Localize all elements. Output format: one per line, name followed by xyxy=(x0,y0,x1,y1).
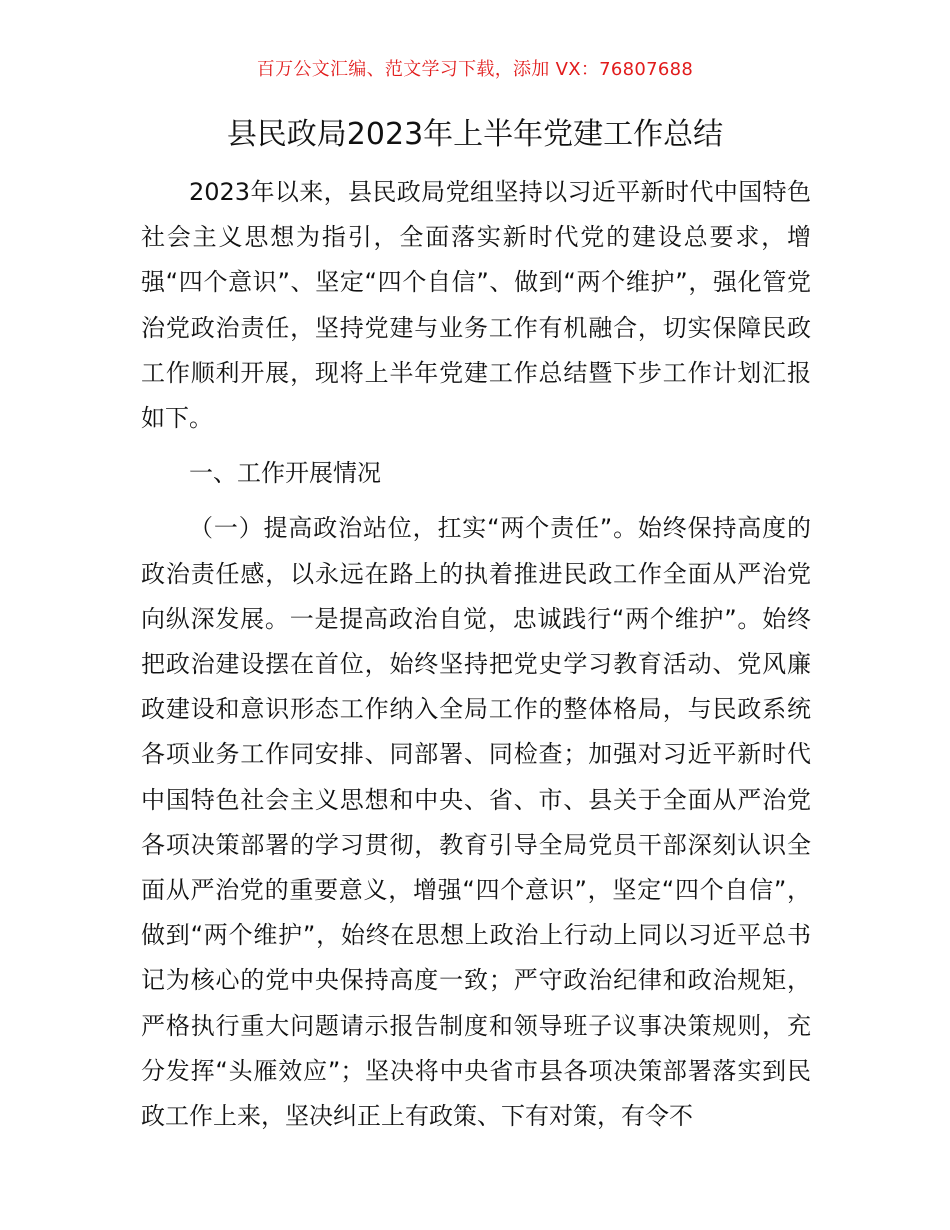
section-paragraph: （一）提高政治站位，扛实“两个责任”。始终保持高度的政治责任感，以永远在路上的执着推进民政工作全面从严治党向纵深发展。一是提高政治自觉，忠诚践行“两个维护”。始终把政治建设摆在首位，始终坚持把党史学习教育活动、党风廉政建设和意识形态工作纳入全局工作的整体格局，与民政系统各项业务工作同安排、同部署、同检查；加强对习近平新时代中国特色社会主义思想和中央、省、市、县关于全面从严治党各项决策部署的学习贯彻，教育引导全局党员干部深刻认识全面从严治党的重要意义，增强“四个意识”，坚定“四个自信”，做到“两个维护”，始终在思想上政治上行动上同以习近平总书记为核心的党中央保持高度一致；严守政治纪律和政治规矩，严格执行重大问题请示报告制度和领导班子议事决策规则，充分发挥“头雁效应”；坚决将中央省市县各项决策部署落实到民政工作上来，坚决纠正上有政策、下有对策，有令不 xyxy=(141,514,811,1131)
document-title: 县民政局2023年上半年党建工作总结 xyxy=(226,117,724,152)
section-heading: 一、工作开展情况 xyxy=(189,459,381,488)
header-ad-text: 百万公文汇编、范文学习下载，添加 VX：76807688 xyxy=(256,59,694,80)
intro-paragraph: 2023年以来，县民政局党组坚持以习近平新时代中国特色社会主义思想为指引，全面落实新时代党的建设总要求，增强“四个意识”、坚定“四个自信”、做到“两个维护”，强化管党治党政治责任，坚持党建与业务工作有机融合，切实保障民政工作顺利开展，现将上半年党建工作总结暨下步工作计划汇报如下。 xyxy=(141,178,811,433)
document-body xyxy=(141,170,811,1139)
